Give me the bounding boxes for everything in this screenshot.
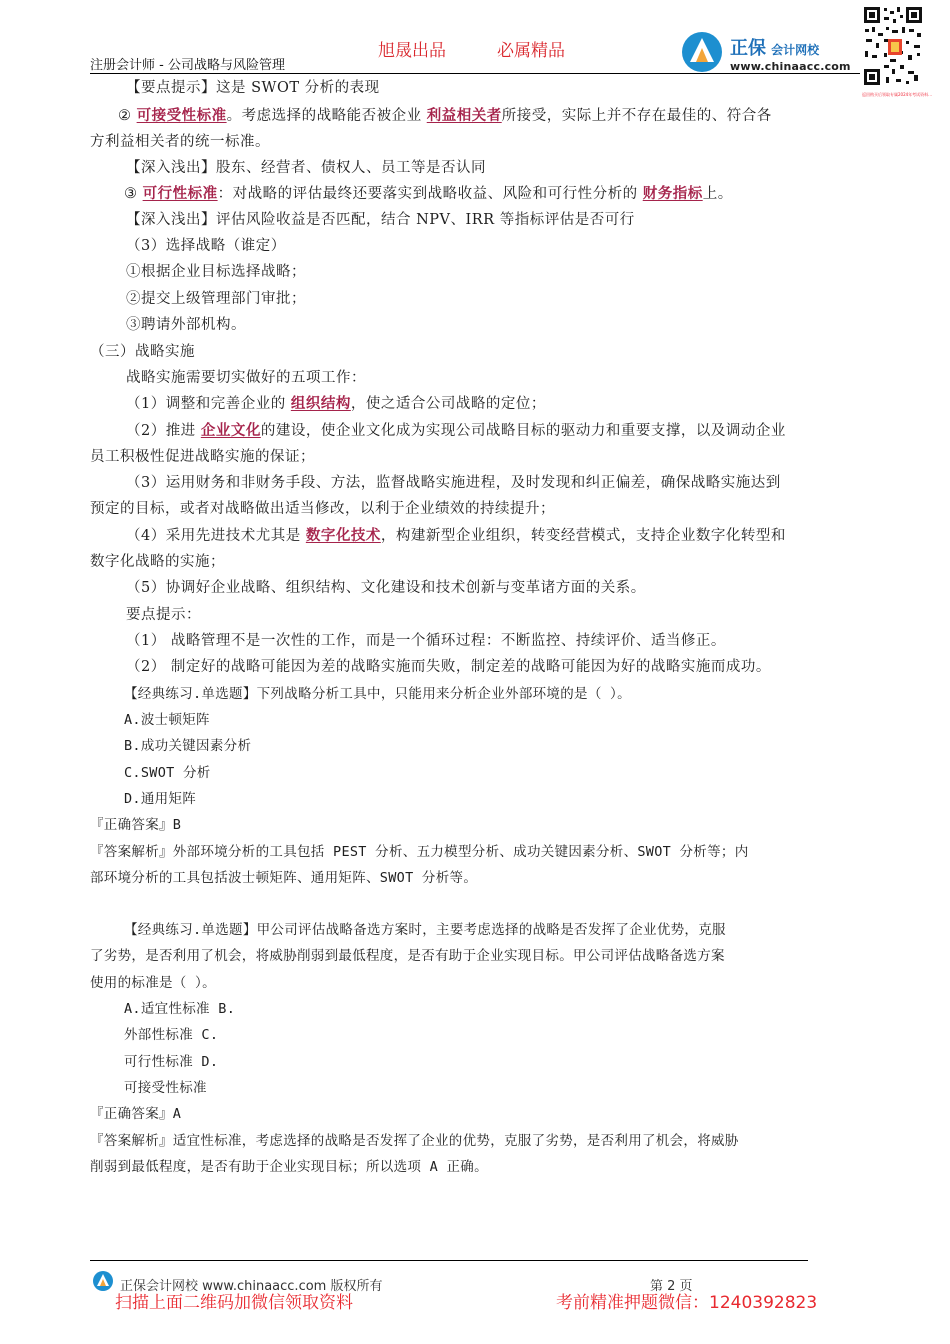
acceptability-line xyxy=(118,106,772,126)
task-3-cont: 预定的目标，或者对战略做出适当修改，以利于企业绩效的持续提升； xyxy=(90,501,555,517)
q1-option-a: A.波士顿矩阵 xyxy=(124,712,210,728)
page-number: 第 2 页 xyxy=(650,1279,693,1294)
item-marker: ③ xyxy=(124,186,143,202)
text-segment: （2）推进 xyxy=(126,423,201,439)
task-4 xyxy=(126,526,786,546)
choose-strategy-heading: （3）选择战略（谁定） xyxy=(126,238,286,254)
logo-url: www.chinaacc.com xyxy=(730,60,851,73)
text-segment: 的建设，使企业文化成为实现公司战略目标的驱动力和重要支撑，以及调动企业 xyxy=(260,423,786,439)
q2-explanation-cont: 削弱到最低程度，是否有助于企业实现目标；所以选项 A 正确。 xyxy=(90,1159,488,1175)
q2-answer: 『正确答案』A xyxy=(90,1106,182,1122)
question-2: 【经典练习.单选题】甲公司评估战略备选方案时，主要考虑选择的战略是否发挥了企业优势，克服 xyxy=(124,922,726,938)
logo-sub: 会计网校 xyxy=(771,43,820,57)
question-2-cont-1: 了劣势，是否利用了机会，将威胁削弱到最低程度，是否有助于企业实现目标。甲公司评估战略备选方案 xyxy=(90,948,725,964)
tips-heading: 要点提示： xyxy=(126,607,201,623)
q1-answer: 『正确答案』B xyxy=(90,817,182,833)
choose-item-2: ②提交上级管理部门审批； xyxy=(126,291,306,307)
task-2-cont: 员工积极性促进战略实施的保证； xyxy=(90,449,315,465)
text-segment: 所接受，实际上并不存在最佳的、符合各 xyxy=(501,108,772,124)
text-segment: 上。 xyxy=(702,186,733,202)
qr-note: 返回购买后领取专属2024年考试资料… xyxy=(862,92,933,97)
q1-option-b: B.成功关键因素分析 xyxy=(124,738,252,754)
tip-swot: 【要点提示】这是 SWOT 分析的表现 xyxy=(126,80,380,96)
footer-copyright: 正保会计网校 www.chinaacc.com 版权所有 xyxy=(120,1279,383,1294)
task-5: （5）协调好企业战略、组织结构、文化建设和技术创新与变革诸方面的关系。 xyxy=(126,580,646,596)
task-3: （3）运用财务和非财务手段、方法，监督战略实施进程，及时发现和纠正偏差，确保战略实施达到 xyxy=(126,475,781,491)
q2-option-b: 外部性标准 C. xyxy=(124,1027,219,1043)
tip-1: （1） 战略管理不是一次性的工作，而是一个循环过程：不断监控、持续评价、适当修正。 xyxy=(126,633,726,649)
footer-logo-icon xyxy=(92,1270,114,1296)
slogan-left: 旭晟出品 xyxy=(378,41,446,61)
q1-explanation: 『答案解析』外部环境分析的工具包括 PEST 分析、五力模型分析、成功关键因素分析、SWOT 分析等；内 xyxy=(90,844,749,860)
chinaacc-logo xyxy=(730,34,851,73)
text-segment: ：对战略的评估最终还要落实到战略收益、风险和可行性分析的 xyxy=(217,186,643,202)
promo-wechat: 考前精准押题微信：1240392823 xyxy=(556,1293,818,1313)
header-rule xyxy=(90,73,860,74)
keyword-financial-indicators: 财务指标 xyxy=(642,185,703,202)
question-1: 【经典练习.单选题】下列战略分析工具中，只能用来分析企业外部环境的是（ ）。 xyxy=(124,686,631,702)
keyword-stakeholders: 利益相关者 xyxy=(426,107,502,124)
keyword-corporate-culture: 企业文化 xyxy=(200,422,261,439)
keyword-org-structure: 组织结构 xyxy=(290,395,351,412)
feasibility-line xyxy=(124,184,733,204)
task-2 xyxy=(126,421,786,441)
item-marker: ② xyxy=(118,108,137,124)
keyword-acceptability: 可接受性标准 xyxy=(136,107,227,124)
qr-code-icon xyxy=(862,5,924,69)
keyword-digital-tech: 数字化技术 xyxy=(305,527,381,544)
footer-rule xyxy=(90,1260,808,1261)
choose-item-3: ③聘请外部机构。 xyxy=(126,317,246,333)
chinaacc-logo-icon xyxy=(680,30,726,78)
q1-explanation-cont: 部环境分析的工具包括波士顿矩阵、通用矩阵、SWOT 分析等。 xyxy=(90,870,478,886)
logo-name: 正保 xyxy=(730,38,766,59)
tip-2: （2） 制定好的战略可能因为差的战略实施而失败，制定差的战略可能因为好的战略实施而成功。 xyxy=(126,659,771,675)
insight-shareholders: 【深入浅出】股东、经营者、债权人、员工等是否认同 xyxy=(126,160,486,176)
text-segment: （4）采用先进技术尤其是 xyxy=(126,528,306,544)
course-title: 注册会计师 - 公司战略与风险管理 xyxy=(90,58,285,73)
q2-option-d: 可接受性标准 xyxy=(124,1080,207,1096)
five-tasks-intro: 战略实施需要切实做好的五项工作： xyxy=(126,370,366,386)
q1-option-d: D.通用矩阵 xyxy=(124,791,197,807)
q2-option-c: 可行性标准 D. xyxy=(124,1054,219,1070)
acceptability-line-cont: 方利益相关者的统一标准。 xyxy=(90,134,270,150)
task-4-cont: 数字化战略的实施； xyxy=(90,554,225,570)
text-segment: （1）调整和完善企业的 xyxy=(126,396,291,412)
choose-item-1: ①根据企业目标选择战略； xyxy=(126,264,306,280)
q2-explanation: 『答案解析』适宜性标准，考虑选择的战略是否发挥了企业的优势，克服了劣势，是否利用了机会，将威胁 xyxy=(90,1133,739,1149)
keyword-feasibility: 可行性标准 xyxy=(142,185,218,202)
q2-option-a: A.适宜性标准 B. xyxy=(124,1001,236,1017)
q1-option-c: C.SWOT 分析 xyxy=(124,765,211,781)
section-implementation: （三）战略实施 xyxy=(90,344,195,360)
text-segment: ，构建新型企业组织，转变经营模式，支持企业数字化转型和 xyxy=(380,528,786,544)
question-2-cont-2: 使用的标准是（ ）。 xyxy=(90,975,216,991)
task-1 xyxy=(126,394,546,414)
promo-scan-qr: 扫描上面二维码加微信领取资料 xyxy=(115,1293,353,1313)
insight-risk-return: 【深入浅出】评估风险收益是否匹配，结合 NPV、IRR 等指标评估是否可行 xyxy=(126,212,635,228)
text-segment: 。考虑选择的战略能否被企业 xyxy=(226,108,427,124)
slogan-right: 必属精品 xyxy=(497,41,565,61)
text-segment: ，使之适合公司战略的定位； xyxy=(350,396,546,412)
